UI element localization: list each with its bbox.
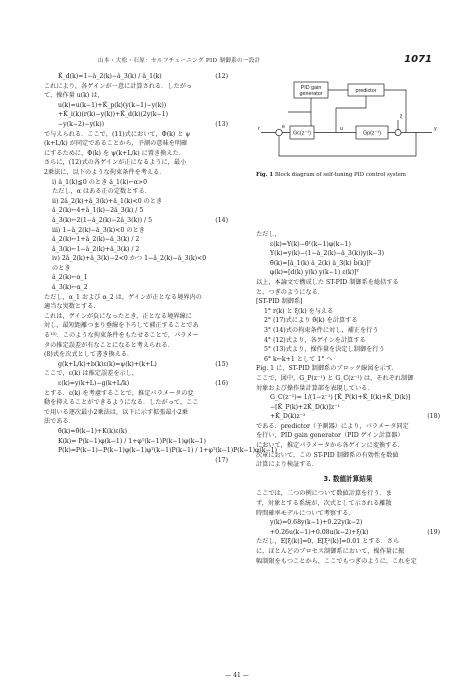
text-line	[256, 384, 440, 394]
line-text: iii) 1−â_2(k)−â_3(k)<0 のとき	[52, 226, 145, 234]
running-header	[58, 56, 432, 66]
text-line	[256, 288, 440, 298]
line-text: θ̂(k)=θ̂(k−1)+K(k)ε(k)	[58, 427, 128, 435]
line-text: [ST-PID 制御系]	[256, 298, 303, 306]
line-text: K(k)= P(k−1)φ(k−1) / 1+φᵀ(k−1)P(k−1)φ(k−1)	[58, 437, 206, 445]
line-text: (8)式を次式として書き換える．	[44, 351, 134, 359]
line-text: φ(k)=[d(k) y(k) y(k−1) ε(k)]ᵀ	[270, 269, 360, 277]
line-text: で与えられる．ここで，(11)式において，Φ(k) と ψ	[44, 130, 191, 138]
figure-caption-label: Fig. 1	[256, 172, 274, 178]
line-text: 6° k←k+1 として 1° へ	[264, 355, 333, 363]
line-text: P(k)=P(k−1)−P(k−1)φ(k−1)φᵀ(k−1)P(k−1) / 1+φᵀ(k−1)P(k−1)φ(k−1)	[58, 447, 278, 455]
signal-y: y	[434, 126, 437, 132]
line-text: て，操作量 u(k) は，	[44, 92, 104, 100]
line-text: ただし，E[ξ(k)]=0，E[ξ²(k)]=0.01 とする．さら	[256, 538, 400, 546]
text-line	[44, 178, 228, 188]
line-text: 3. 数値計算結果	[323, 474, 373, 483]
line-text: にするために，Φ(k) を ψ(k+L/k) に置き換えた．	[44, 149, 185, 157]
block-diagram-svg	[256, 72, 440, 166]
line-text: g(k+L/k)+b(k)ε(k)=ψ(k)+(k+L)	[58, 360, 157, 368]
equation-line	[256, 259, 440, 269]
line-text: 2° (17)式により θ̂(k) を計算する	[264, 317, 358, 325]
equation-number: (15)	[215, 360, 228, 368]
figure-caption	[256, 172, 440, 180]
text-line	[44, 350, 228, 360]
line-text: ε(k)=Y(k)−θ̂ᵀ(k−1)φ(k−1)	[270, 240, 351, 248]
text-line	[44, 331, 228, 341]
line-text: これにより，各ゲインが一意に計算される．したがっ	[44, 82, 193, 90]
text-line	[256, 547, 440, 557]
text-line	[44, 389, 228, 399]
text-line	[256, 316, 440, 326]
line-text: とする．ε(k) を考慮することで，推定パラメータの変	[44, 389, 194, 397]
text-line	[256, 336, 440, 346]
signal-xi: ξ	[400, 114, 403, 120]
equation-number: (12)	[215, 73, 228, 80]
text-line	[44, 139, 228, 149]
text-line	[256, 326, 440, 336]
line-text: u(k)=u(k−1)+K̂_p(k)(y(k−1)−y(k))	[58, 101, 167, 109]
equation-line	[256, 518, 440, 528]
line-text: タの推定誤差が有なことになると考えられる．	[44, 341, 174, 349]
text-line	[256, 364, 440, 374]
pid-gain-label-1: PID gain	[300, 85, 322, 91]
text-line	[44, 398, 228, 408]
line-text: において，推定パラメータから各ゲインに変換する．	[256, 442, 404, 450]
text-line	[256, 374, 440, 384]
line-text: 以上，本論文で構成した ST-PID 制御系を総括する	[256, 278, 399, 286]
plant-label: Gp(z⁻¹)	[362, 130, 382, 137]
text-line	[44, 197, 228, 207]
text-line	[256, 451, 440, 461]
equation-number: (17)	[215, 456, 228, 464]
signal-u: u	[340, 126, 343, 132]
text-line	[44, 321, 228, 331]
line-text: ここで，ε(k) は推定誤差を示し，	[44, 370, 139, 378]
equation-line	[44, 360, 228, 370]
predictor-label: predictor	[355, 88, 377, 94]
line-text: y(k)=0.68y(k−1)+0.22y(k−2)	[270, 519, 363, 527]
text-line	[44, 235, 228, 245]
line-text: θ̂(k)=[â_1(k) â_2(k) â_3(k) b̂(k)]ᵀ	[270, 259, 372, 267]
text-line	[256, 489, 440, 499]
text-line	[256, 307, 440, 317]
line-text: â_3(k)←α_2	[52, 284, 88, 292]
text-line	[44, 82, 228, 92]
text-line	[44, 91, 228, 101]
line-text: Fig. 1 に，ST-PID 制御系のブロック線図を示す．	[256, 365, 398, 373]
equation-line	[256, 249, 440, 259]
equation-number: (18)	[427, 413, 440, 421]
line-text: ここでは，二つの例について数値計算を行う．ま	[256, 490, 392, 498]
equation-line	[44, 120, 228, 130]
figure-caption-text: Block diagram of self-tuning PID control system	[274, 172, 406, 178]
text-line	[44, 417, 228, 427]
line-text: 対し，最短距離つまり垂線を下ろして補正することであ	[44, 322, 199, 330]
equation-line	[44, 437, 228, 447]
line-text: 時間確率モデルについて考察する．	[256, 509, 355, 517]
signal-r: r	[258, 126, 260, 132]
text-line	[256, 557, 440, 567]
text-line	[44, 293, 228, 303]
line-text: 3° (14)式の拘束条件に対し，補正を行う	[264, 326, 379, 334]
equation-line	[44, 456, 228, 466]
text-line	[44, 187, 228, 197]
equation-line	[256, 528, 440, 538]
line-text: と，つぎのようになる．	[256, 288, 325, 296]
line-text: 1° r(k) と ξ(k) を与える	[264, 307, 334, 315]
journal-page-number: 1071	[404, 54, 432, 65]
text-line	[44, 216, 228, 226]
text-line	[256, 460, 440, 470]
line-text: ii) 2â_2(k)+â_3(k)+â_1(k)<0 のとき	[52, 197, 163, 205]
equation-line	[44, 427, 228, 437]
line-text: G_C(z⁻¹)= 1/(1−z⁻¹) [K̂_P(k)+K̂_I(k)+K̂_D(k)]	[270, 394, 411, 402]
text-line	[44, 254, 228, 264]
equation-number: (19)	[427, 528, 440, 536]
text-line	[256, 441, 440, 451]
line-text: これは，ゲインが負になったとき，正となる境界線に	[44, 312, 192, 320]
running-title: 山本・大松・石原：セルフチューニング PID 制御系の一設計	[98, 58, 261, 64]
text-line	[44, 158, 228, 168]
line-text: â_3(k)←1−â_2(k)+â_3(k) / 2	[52, 245, 140, 253]
line-text: に，ほとんどのプロセス制御系において，操作量に振	[256, 548, 405, 555]
section-heading	[256, 475, 440, 485]
line-text: を行い，PID gain generator（PID ゲイン計算器）	[256, 432, 404, 440]
line-text: â_3(k)←2(1−â_2(k)−2â_3(k)) / 5	[52, 216, 153, 224]
text-line	[44, 273, 228, 283]
line-text: â_2(k)←α_1	[52, 274, 88, 282]
line-text: Y(k)=y(k)−(1−â_2(k)−â_3(k))y(k−3)	[270, 250, 385, 258]
text-line	[44, 283, 228, 293]
line-text: 法である．	[44, 418, 75, 426]
text-line	[44, 341, 228, 351]
line-text: 計算により検証する．	[256, 461, 318, 469]
line-text: â_2(k)←1+â_2(k)−â_3(k) / 2	[52, 236, 140, 244]
equation-number: (16)	[215, 380, 228, 387]
line-text: 5° (13)式より，操作量を決定し制御を行う	[264, 346, 385, 354]
line-text: +K̂_D(k)z⁻²	[270, 413, 306, 421]
line-text: â_2(k)←4+â_1(k)−2â_3(k) / 5	[52, 207, 144, 215]
line-text: 2乗法に，以下のような拘束条件を考える．	[44, 168, 166, 176]
text-line	[256, 422, 440, 432]
text-line	[44, 226, 228, 236]
line-text: る¹⁰⁾．このような拘束条件をもたせることで，パラメー	[44, 332, 199, 340]
text-line	[44, 206, 228, 216]
equation-line	[44, 446, 278, 456]
line-text: −[K̂_P(k)+2K̂_D(k)]z⁻¹	[270, 403, 340, 411]
right-column	[256, 230, 440, 566]
line-text: 適当な実数とする．	[44, 303, 100, 311]
controller-label: Gc(z⁻¹)	[293, 130, 311, 137]
text-line	[44, 245, 228, 255]
equation-line	[44, 101, 228, 111]
text-line	[256, 297, 440, 307]
equation-line	[256, 412, 440, 422]
equation-line	[44, 379, 228, 389]
line-text: さらに，(12)式の各ゲインが正になるように，最小	[44, 159, 187, 167]
line-text: 4° (12)式より，各ゲインを計算する	[264, 336, 366, 344]
line-text: (k+L/k) が同定であることから，予測の意味を明確	[44, 140, 188, 148]
line-text: ε(k)=y(k+L)−g(k+L/k)	[58, 380, 130, 387]
text-line	[256, 355, 440, 365]
line-text: ただし，	[256, 231, 281, 238]
equation-line	[256, 393, 440, 403]
line-text: 動を抑えることができるようになる．したがって，ここ	[44, 399, 199, 407]
text-line	[44, 130, 228, 140]
summing-junction	[276, 129, 282, 135]
equation-line	[256, 403, 440, 413]
text-line	[256, 509, 440, 519]
line-text: 幅制限をもつことから，ここでもつぎのように，これを定	[256, 557, 417, 565]
text-line	[44, 168, 228, 178]
line-text: である．predictor（予測器）により，パラメータ同定	[256, 422, 409, 430]
equation-line	[256, 240, 440, 250]
line-text: −y(k−2)−y(k))	[58, 120, 105, 128]
page-footer: — 41 —	[225, 672, 249, 679]
text-line	[256, 431, 440, 441]
equation-line	[44, 110, 228, 120]
equation-number: (14)	[215, 216, 228, 224]
disturbance-junction	[395, 130, 401, 136]
text-line	[44, 302, 228, 312]
line-text: +K̂_i(k)(r(k)−y(k))+K̂_d(k)(2y(k−1)	[58, 111, 169, 119]
text-line	[256, 278, 440, 288]
line-text: i) â_1(k)≦0 のとき â_1(k)←α>0	[52, 178, 148, 186]
pid-gain-label-2: generator	[299, 91, 323, 97]
text-line	[44, 264, 228, 274]
line-text: で用いる逐次最小2乗法は，以下に示す拡張最小2乗	[44, 408, 188, 416]
line-text: iv) 2â_2(k)+â_3(k)−2<0 かつ 1−â_2(k)−â_3(k)<0	[52, 255, 207, 263]
text-line	[44, 312, 228, 322]
text-line	[44, 149, 228, 159]
line-text: ただし，α はある正の定数とする．	[52, 188, 151, 196]
line-text: 対象および操作量計算部を表現している．	[256, 384, 374, 392]
signal-e: e	[282, 124, 285, 130]
line-text: のとき	[52, 264, 71, 272]
line-text: 次章において，この ST-PID 制御系の有効性を数値	[256, 451, 399, 459]
line-text: ただし，α_1 および α_2 は，ゲインが正となる境界内の	[44, 293, 202, 301]
text-line	[256, 499, 440, 509]
block-diagram-figure	[256, 72, 440, 166]
text-line	[256, 345, 440, 355]
text-line	[256, 230, 440, 240]
equation-number: (13)	[215, 120, 228, 128]
equation-line	[256, 268, 440, 278]
line-text: +0.26u(k−1)+0.08u(k−2)+ξ(k)	[270, 528, 369, 536]
line-text: ここで，図中，G_P(z⁻¹) と G_C(z⁻¹) は，それぞれ制御	[256, 374, 414, 382]
text-line	[256, 537, 440, 547]
line-text: K̂_d(k)=1−â_2(k)−â_3(k) / â_1(k)	[58, 73, 162, 80]
equation-line	[44, 72, 228, 82]
text-line	[44, 408, 228, 418]
line-text: ず，対象とする系統が，次式として示される離散	[256, 500, 392, 508]
text-line	[44, 369, 228, 379]
